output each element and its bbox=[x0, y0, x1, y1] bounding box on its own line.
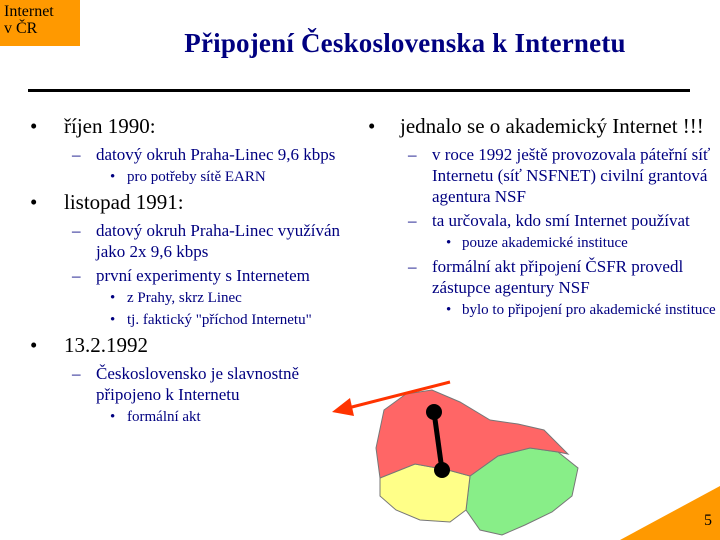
sub-item-text: datový okruh Praha-Linec využíván jako 2x 9,6 kbps bbox=[96, 221, 341, 261]
left-column bbox=[30, 114, 360, 430]
sub-item bbox=[368, 210, 718, 231]
detail-item-text: pro potřeby sítě EARN bbox=[127, 169, 266, 185]
bullet-item bbox=[30, 190, 360, 214]
bullet-icon: • bbox=[368, 114, 376, 138]
sub-item-text: v roce 1992 ještě provozovala páteřní síť Internetu (síť NSFNET) civilní grantová agentura NSF bbox=[432, 145, 711, 206]
connection-arrow-head bbox=[332, 398, 354, 416]
sub-item bbox=[30, 265, 360, 286]
detail-item-text: tj. faktický "příchod Internetu" bbox=[127, 312, 312, 328]
bullet-item bbox=[368, 114, 718, 138]
detail-item-text: z Prahy, skrz Linec bbox=[127, 290, 242, 306]
sub-item-text: Československo je slavnostně připojeno k Internetu bbox=[96, 364, 300, 404]
sub-item-text: ta určovala, kdo smí Internet používat bbox=[432, 211, 690, 230]
dash-icon: – bbox=[72, 266, 81, 285]
linec-marker bbox=[434, 462, 450, 478]
section-tag bbox=[0, 0, 80, 46]
dot-icon: • bbox=[110, 312, 116, 328]
dot-icon: • bbox=[446, 302, 452, 318]
sub-item bbox=[368, 144, 718, 207]
dot-icon: • bbox=[110, 290, 116, 306]
section-tag-line2: v ČR bbox=[4, 20, 38, 37]
dash-icon: – bbox=[72, 145, 81, 164]
right-column bbox=[368, 114, 718, 323]
detail-item bbox=[30, 289, 360, 307]
sub-item bbox=[368, 256, 718, 298]
slide-title: Připojení Československa k Internetu bbox=[184, 28, 626, 58]
detail-item bbox=[368, 301, 718, 319]
title-divider bbox=[28, 89, 690, 92]
sub-item-text: první experimenty s Internetem bbox=[96, 266, 310, 285]
detail-item bbox=[368, 234, 718, 252]
czechoslovakia-map bbox=[320, 360, 720, 540]
bullet-item bbox=[30, 333, 360, 357]
dash-icon: – bbox=[72, 364, 81, 383]
detail-item-text: bylo to připojení pro akademické instituce bbox=[462, 302, 716, 318]
page-number: 5 bbox=[704, 512, 712, 529]
bullet-text: listopad 1991: bbox=[64, 190, 184, 214]
praha-marker bbox=[426, 404, 442, 420]
bullet-text: 13.2.1992 bbox=[64, 333, 148, 357]
detail-item-text: pouze akademické instituce bbox=[462, 235, 628, 251]
detail-item bbox=[30, 168, 360, 186]
dot-icon: • bbox=[446, 235, 452, 251]
detail-item bbox=[30, 408, 360, 426]
bullet-icon: • bbox=[30, 333, 38, 357]
sub-item bbox=[30, 144, 360, 165]
detail-item-text: formální akt bbox=[127, 409, 201, 425]
dash-icon: – bbox=[408, 145, 417, 164]
sub-item-text: datový okruh Praha-Linec 9,6 kbps bbox=[96, 145, 336, 164]
bullet-item bbox=[30, 114, 360, 138]
bullet-icon: • bbox=[30, 114, 38, 138]
dash-icon: – bbox=[408, 257, 417, 276]
bullet-text: říjen 1990: bbox=[64, 114, 156, 138]
bullet-text: jednalo se o akademický Internet !!! bbox=[400, 114, 704, 138]
section-tag-line1: Internet bbox=[4, 3, 54, 20]
dot-icon: • bbox=[110, 409, 116, 425]
sub-item bbox=[30, 220, 360, 262]
bullet-icon: • bbox=[30, 190, 38, 214]
dash-icon: – bbox=[408, 211, 417, 230]
dot-icon: • bbox=[110, 169, 116, 185]
sub-item bbox=[30, 363, 360, 405]
detail-item bbox=[30, 311, 360, 329]
dash-icon: – bbox=[72, 221, 81, 240]
sub-item-text: formální akt připojení ČSFR provedl zástupce agentury NSF bbox=[432, 257, 684, 297]
